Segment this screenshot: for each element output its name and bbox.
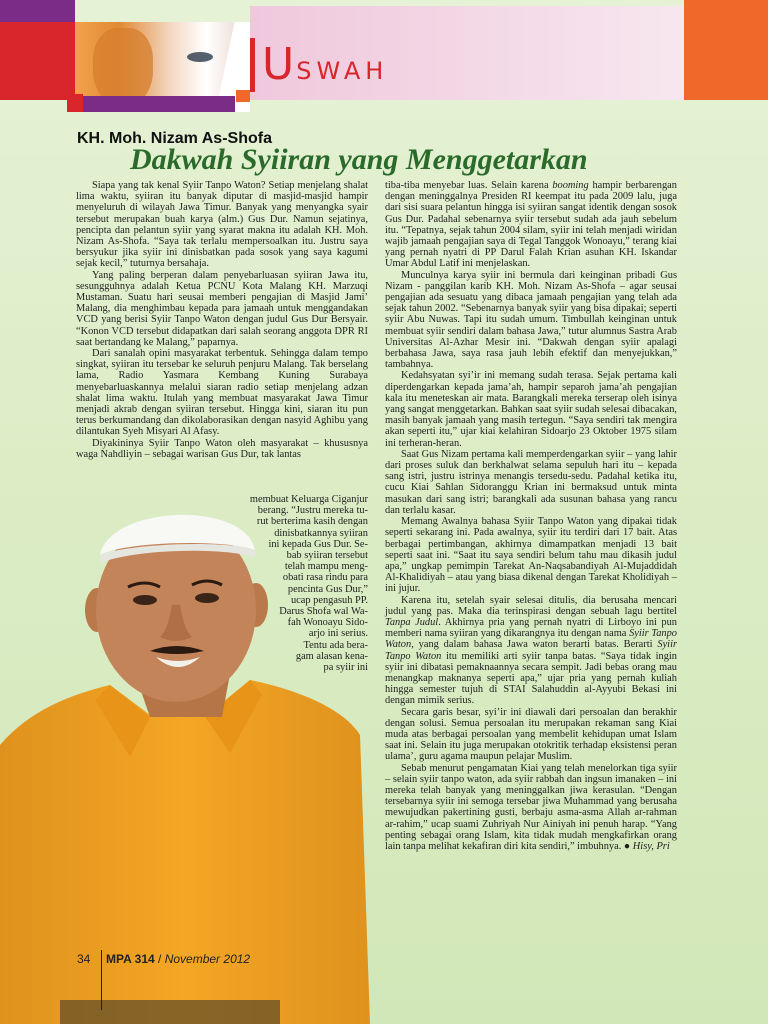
wrap-line: fah Wonoayu Sido- — [287, 617, 368, 629]
paragraph: Munculnya karya syiir ini bermula dari keinginan pribadi Gus Nizam - panggilan karib KH. Moh. Nizam As-Shofa – agar seusai pengajian ada sesuatu yang dibaca jamaah pengajian yang telah ada sejak tahun 2002. “Sebenarnya banyak syiir yang bisa dipakai; seperti syiir Abu Nuwas. Tapi itu sudah umum. Timbullah keinginan untuk membuat syiir sendiri dalam bahasa Jawa,” tutur alumnus Sastra Arab Universitas Al-Azhar Mesir ini. “Dakwah dengan syiir apalagi berbahasa Jawa, saya rasa jauh lebih efektif dan menyejukkan,” tambahnya. — [385, 269, 677, 371]
paragraph: Saat Gus Nizam pertama kali memperdengarkan syiir – yang lahir dari proses suluk dan berkhalwat selama sepuluh hari itu – kepada sang istri, justru istrinya menangis tersedu-sedu. Padahal ketika itu, cucu Kiai Sahlan Sidoranggu Krian ini bermaksud untuk minta masukan dari sang istri; barangkali ada susunan bahasa yang rancu dan terlalu kasar. — [385, 448, 677, 516]
header-banner — [0, 0, 768, 100]
subject-name: KH. Moh. Nizam As-Shofa — [77, 130, 272, 147]
wrap-line: pencinta Gus Dur,” — [287, 583, 368, 595]
wrap-line: rut berterima kasih dengan — [256, 516, 368, 528]
wrap-line: pa syiir ini — [323, 662, 368, 674]
header-orange-block — [684, 0, 768, 100]
paragraph: Yang paling berperan dalam penyebarluasan syiiran Jawa itu, sesungguhnya adalah Ketua PCNU Kota Malang KH. Marzuqi Mustaman. Suatu hari seusai memberi pengajian di Masjid Jami’ Malang, dia menghimbau kepada para jamaah untuk menggandakan VCD yang berisi Syiir Tanpo Waton dengan judul Gus Dur Bersyair. “Konon VCD tersebut didapatkan dari salah seorang anggota DPR RI saat bertandang ke Malang,” paparnya. — [76, 269, 368, 348]
paragraph: Diyakininya Syiir Tanpo Waton oleh masyarakat – khususnya waga Nahdliyin – sebagai warisan Gus Dur, tak lantas — [76, 437, 368, 460]
footer-rule — [101, 950, 102, 1010]
paragraph: Siapa yang tak kenal Syiir Tanpo Waton? Setiap menjelang shalat lima waktu, syiiran itu banyak diputar di masjid-masjid hampir menyeluruh di wilayah Jawa Timur. Banyak yang menyangka syair tersebut merupakan buah karya (alm.) Gus Dur. Namun sejatinya, pencipta dan pelantun syiir yang syarat makna itu adalah KH. Moh. Nizam As-Shofa. “Saya tak terlalu mempersoalkan itu. Justru saya bersyukur jika syiir ini dinisbatkan pada sosok yang saya kagumi sejak kecil,” tuturnya bersahaja. — [76, 180, 368, 270]
wrap-line: ini kepada Gus Dur. Se- — [268, 538, 368, 550]
wrap-line: obati rasa rindu para — [282, 572, 368, 584]
wrap-line: membuat Keluarga Ciganjur — [249, 494, 368, 505]
paragraph: Dari sanalah opini masyarakat terbentuk. Sehingga dalam tempo singkat, syiiran itu tersebar ke seluruh penjuru Malang. Tak berselang lama, Radio Yasmara Kembang Kuning Surabaya menyebarluaskannya melalui siaran radio setiap menjelang adzan shalat lima waktu. Itulah yang membuat masyarakat Jawa Timur menjadi akrab dengan syiiran tersebut. Hingga kini, siaran itu pun terus berkumandang dan dikolaborasikan dengan nasyid Aghibu yang dilantukan Syeh Misyari Al Afasy. — [76, 348, 368, 438]
article-headline: Dakwah Syiiran yang Menggetarkan — [130, 143, 588, 176]
header-purple-strip — [75, 96, 235, 112]
wrap-line: arjo ini serius. — [308, 628, 368, 640]
page-footer — [77, 952, 250, 1012]
header-purple-block — [0, 0, 75, 22]
wrap-line: bab syiiran tersebut — [286, 550, 368, 562]
magazine-issue: MPA 314 — [106, 952, 155, 966]
author-signature: Hisy, Pri — [632, 840, 670, 852]
right-column — [385, 180, 677, 852]
paragraph: Memang Awalnya bahasa Syiir Tanpo Waton yang dipakai tidak seperti sekarang ini. Pada awalnya, syiir itu terdiri dari 17 bait. Atas berbagai pertimbangan, akhirnya dimampatkan menjadi 13 bait seperti saat ini. “Saat itu saya sendiri belum tahu mau dikasih judul apa,” ungkap pemimpin Tarekat An-Naqsabandiyah Al-Mujaddidah Al-Khalidiyah – atau yang biasa dikenal dengan Tarekat Kholidiyah – ini jujur. — [385, 516, 677, 595]
wrap-line: gam alasan kena- — [295, 650, 368, 662]
header-red-square — [67, 94, 83, 112]
wrap-line: telah mampu meng- — [284, 561, 368, 573]
paragraph: Kedahsyatan syi’ir ini memang sudah terasa. Sejak pertama kali diperdengarkan kepada jama’ah, hampir separoh jama’ah pengajian kala itu meneteskan air mata. Barangkali mereka terserap oleh isinya yang sangat menggetarkan. Bahkan saat syiir sudah selesai dibacakan, masih banyak jamaah yang masih tertegun. “Saya sendiri tak mengira akan seperti itu,” ujar kiai kelahiran Sidoarjo 23 Oktober 1975 silam ini terheran-heran. — [385, 370, 677, 449]
wrap-line: Darus Shofa wal Wa- — [279, 606, 368, 618]
rubric-title: USWAH — [262, 39, 389, 90]
left-column — [76, 180, 368, 460]
paragraph: Karena itu, setelah syair selesai ditulis, dia berusaha mencari judul yang pas. Maka dia terinspirasi dengan sebuah lagu bertitel Tanpa Judul. Akhirnya pria yang pernah nyatri di Lirboyo ini pun memberi nama syiiran yang dikarangnya itu dengan nama Syiir Tanpo Waton, yang dalam bahasa Jawa waton berarti batas. Berarti Syiir Tanpo Waton itu memiliki arti syiir tanpa batas. “Saya tidak ingin syiir ini dibatasi pemaknaannya secara sempit. Jadi bebas orang mau menangkap maknanya seperti apa,” ujar pria yang pernah kuliah hingga semester tujuh di STAI Salahuddin al-Ayyubi Bekasi ini dengan mimik serius. — [385, 594, 677, 707]
paragraph: Secara garis besar, syi’ir ini diawali dari persoalan dan berakhir dengan solusi. Semua persoalan itu merupakan rekaman sang Kiai muda atas berbagai persoalan yang membelit kehidupan umat Islam saat ini. Selain itu juga merupakan otokritik terhadap eksistensi peran ulama’, guru agama maupun pelajar Muslim. — [385, 706, 677, 763]
portrait-photo — [0, 495, 370, 1024]
wrap-line: berang. “Justru mereka tu- — [257, 505, 368, 517]
issue-date: November 2012 — [164, 952, 251, 966]
paragraph: Sebab menurut pengamatan Kiai yang telah menelorkan tiga syiir – selain syiir tanpo waton, ada syiir rabbah dan ingsun imanaken – ini mereka telah banyak yang meninggalkan jiwa kerasulan. “Dengan tersebarnya syiir ini semoga tersebar jiwa Muhammad yang berusaha mewujudkan pakertining gusti, berbaju asma-asma Allah ar-rahman ar-rahim,” ucap suami Zuhriyah Nur Ainiyah ini penuh harap. “Yang penting sebagai orang Islam, kita tidak mudah mengkafirkan orang lain tanpa melihat kekafiran diri kita sendiri,” imbuhnya. ● Hisy, Pri — [385, 762, 677, 852]
wrap-line: dinisbatkannya syiiran — [274, 527, 368, 539]
rubric-bar — [250, 38, 255, 92]
page-number: 34 — [77, 952, 91, 966]
wrap-line: ucap pengasuh PP. — [290, 594, 368, 606]
header-orange-square — [236, 90, 250, 102]
paragraph: tiba-tiba menyebar luas. Selain karena booming hampir berbarengan dengan meninggalnya Presiden RI keempat itu pada 2009 lalu, juga dari sisi suara pelantun hingga isi syiiran sangat identik dengan sosok Gus Dur. Padahal sebenarnya syiir tersebut sudah ada jauh sebelum itu. “Tepatnya, sejak tahun 2004 silam, syiir ini telah menjadi wiridan wajib jamaah pengajian saya di Tegal Tanggok Wonoayu,” terang kiai yang pernah nyatri di PP Darul Falah Krian asuhan KH. Iskandar Umar Abdul Latif ini menjelaskan. — [385, 180, 677, 270]
wrap-line: Tentu ada bera- — [303, 639, 368, 651]
footer-separator: / — [154, 952, 165, 966]
